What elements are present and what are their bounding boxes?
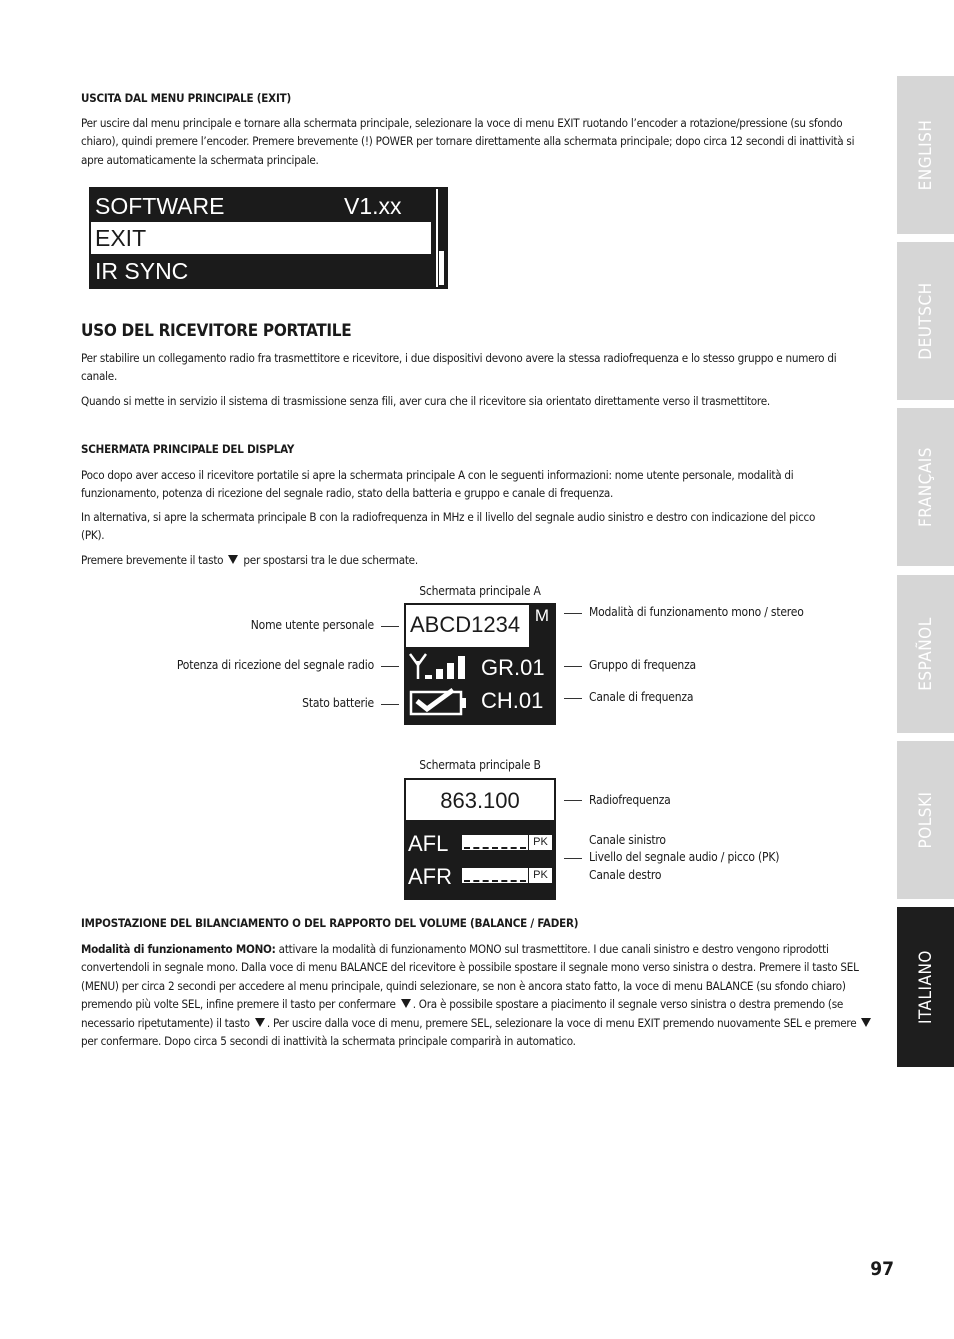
menu-row-exit <box>91 222 431 254</box>
label-signal-strength: Potenza di ricezione del segnale radio <box>176 658 374 672</box>
screen-a-caption: Schermata principale A <box>419 584 541 598</box>
screen-b-caption: Schermata principale B <box>419 758 541 772</box>
tab-francais[interactable] <box>897 408 954 566</box>
battery-icon <box>409 687 467 717</box>
menu-row-label: EXIT <box>95 225 147 251</box>
tab-label: ITALIANO <box>915 950 936 1024</box>
display-paragraph-3 <box>81 551 871 569</box>
menu-scrollbar-thumb <box>439 251 444 285</box>
leader-line <box>381 626 399 627</box>
balance-heading: IMPOSTAZIONE DEL BILANCIAMENTO O DEL RAPPORTO DEL VOLUME (BALANCE / FADER) <box>81 916 579 930</box>
down-triangle-icon <box>228 555 238 564</box>
group-value: GR.01 <box>481 655 545 680</box>
page-number: 97 <box>870 1258 894 1280</box>
user-name: ABCD1234 <box>410 612 521 637</box>
right-channel-label: AFR <box>408 864 452 889</box>
menu-display <box>89 187 448 289</box>
label-battery-status: Stato batterie <box>302 696 374 710</box>
right-peak-indicator: PK <box>529 868 552 883</box>
menu-row-ir-sync <box>91 255 431 287</box>
tab-label: FRANÇAIS <box>915 447 936 527</box>
label-radio-frequency: Radiofrequenza <box>589 793 671 807</box>
right-level-bar <box>464 880 526 882</box>
balance-text-part: . Ora è possibile spostare a piacimento il segnale verso sinistra o destra premendo (se necessario ripetutamente) il tasto <box>81 997 844 1030</box>
label-channel: Canale di frequenza <box>589 690 694 704</box>
display-text-part: per spostarsi tra le due schermate. <box>243 553 418 567</box>
leader-line <box>564 858 582 859</box>
label-audio-level: Livello del segnale audio / picco (PK) <box>589 850 780 864</box>
leader-line <box>564 613 582 614</box>
tab-english[interactable] <box>897 76 954 234</box>
screen-b <box>404 778 556 900</box>
exit-heading: USCITA DAL MENU PRINCIPALE (EXIT) <box>81 91 291 105</box>
channel-value: CH.01 <box>481 688 544 713</box>
balance-bold-lead: Modalità di funzionamento MONO: <box>81 942 276 956</box>
balance-paragraph <box>81 940 874 1050</box>
uso-paragraph-2: Quando si mette in servizio il sistema di trasmissione senza fili, aver cura che il ricevitore sia orientato direttamente verso il trasmettitore. <box>81 394 770 408</box>
balance-text-part: per confermare. Dopo circa 5 secondi di inattività la schermata principale comparirà in automatico. <box>81 1034 576 1049</box>
tab-label: ESPAÑOL <box>915 617 936 691</box>
tab-polski[interactable] <box>897 741 954 899</box>
label-left-channel: Canale sinistro <box>589 833 666 847</box>
label-right-channel: Canale destro <box>589 868 662 882</box>
menu-row-label: SOFTWARE <box>95 193 225 219</box>
tab-label: POLSKI <box>915 791 936 849</box>
leader-line <box>381 666 399 667</box>
leader-line <box>564 800 582 801</box>
down-triangle-icon <box>861 1018 871 1027</box>
screen-a <box>404 603 556 725</box>
menu-row-label: IR SYNC <box>95 258 189 284</box>
menu-row-software <box>91 190 431 222</box>
tab-italiano[interactable] <box>897 907 954 1067</box>
tab-label: ENGLISH <box>915 119 936 191</box>
label-mode: Modalità di funzionamento mono / stereo <box>589 605 804 619</box>
left-peak-indicator: PK <box>529 835 552 850</box>
down-triangle-icon <box>255 1018 265 1027</box>
signal-strength-icon <box>408 653 468 683</box>
label-user-name: Nome utente personale <box>250 618 374 632</box>
right-level-meter <box>462 868 528 883</box>
down-triangle-icon <box>401 999 411 1008</box>
left-level-meter <box>462 835 528 850</box>
display-text-part: Premere brevemente il tasto <box>81 553 224 567</box>
tab-label: DEUTSCH <box>915 282 936 360</box>
leader-line <box>381 704 399 705</box>
exit-paragraph: Per uscire dal menu principale e tornare alla schermata principale, selezionare la voce di menu EXIT ruotando l’encoder a rotazione/pressione (su sfondo chiaro), quindi premere l’encoder. Premere brevemente (!) POWER per tornare direttamente alla schermata principale; dopo circa 12 secondi di inattività si apre automaticamente la schermata principale. <box>81 116 855 167</box>
left-level-bar <box>464 847 526 849</box>
display-heading: SCHERMATA PRINCIPALE DEL DISPLAY <box>81 442 295 456</box>
frequency-value: 863.100 <box>440 788 520 813</box>
tab-deutsch[interactable] <box>897 242 954 400</box>
uso-heading: USO DEL RICEVITORE PORTATILE <box>81 321 352 341</box>
display-paragraph-2: In alternativa, si apre la schermata principale B con la radiofrequenza in MHz e il livello del segnale audio sinistro e destro con indicazione del picco (PK). <box>81 510 816 543</box>
uso-paragraph-1: Per stabilire un collegamento radio fra trasmettitore e ricevitore, i due dispositivi devono avere la stessa radiofrequenza e lo stesso gruppo e numero di canale. <box>81 351 837 384</box>
leader-line <box>564 698 582 699</box>
mode-indicator: M <box>534 606 550 625</box>
leader-line <box>564 666 582 667</box>
tab-espanol[interactable] <box>897 575 954 733</box>
balance-text-part: attivare la modalità di funzionamento MONO sul trasmettitore. I due canali sinistro e destro vengono riprodotti convertendoli in segnale mono. Dalla voce di menu BALANCE del ricevitore è possibile spostare il segnale mono verso sinistra o destra. Premere il tasto SEL (MENU) per circa 2 secondi per accedere al menu principale, quindi selezionare, se non è ancora stato fatto, la voce di menu BALANCE (su sfondo chiaro) premendo più volte SEL, infine premere il tasto per confermare <box>81 942 859 1012</box>
left-channel-label: AFL <box>408 831 449 856</box>
menu-row-value: V1.xx <box>344 193 402 219</box>
balance-text-part: . Per uscire dalla voce di menu, premere SEL, selezionare la voce di menu EXIT premendo nuovamente SEL e premere <box>266 1015 857 1030</box>
label-group: Gruppo di frequenza <box>589 658 696 672</box>
display-paragraph-1: Poco dopo aver acceso il ricevitore portatile si apre la schermata principale A con le seguenti informazioni: nome utente personale, modalità di funzionamento, potenza di ricezione del segnale radio, stato della batteria e gruppo e canale di frequenza. <box>81 468 794 501</box>
